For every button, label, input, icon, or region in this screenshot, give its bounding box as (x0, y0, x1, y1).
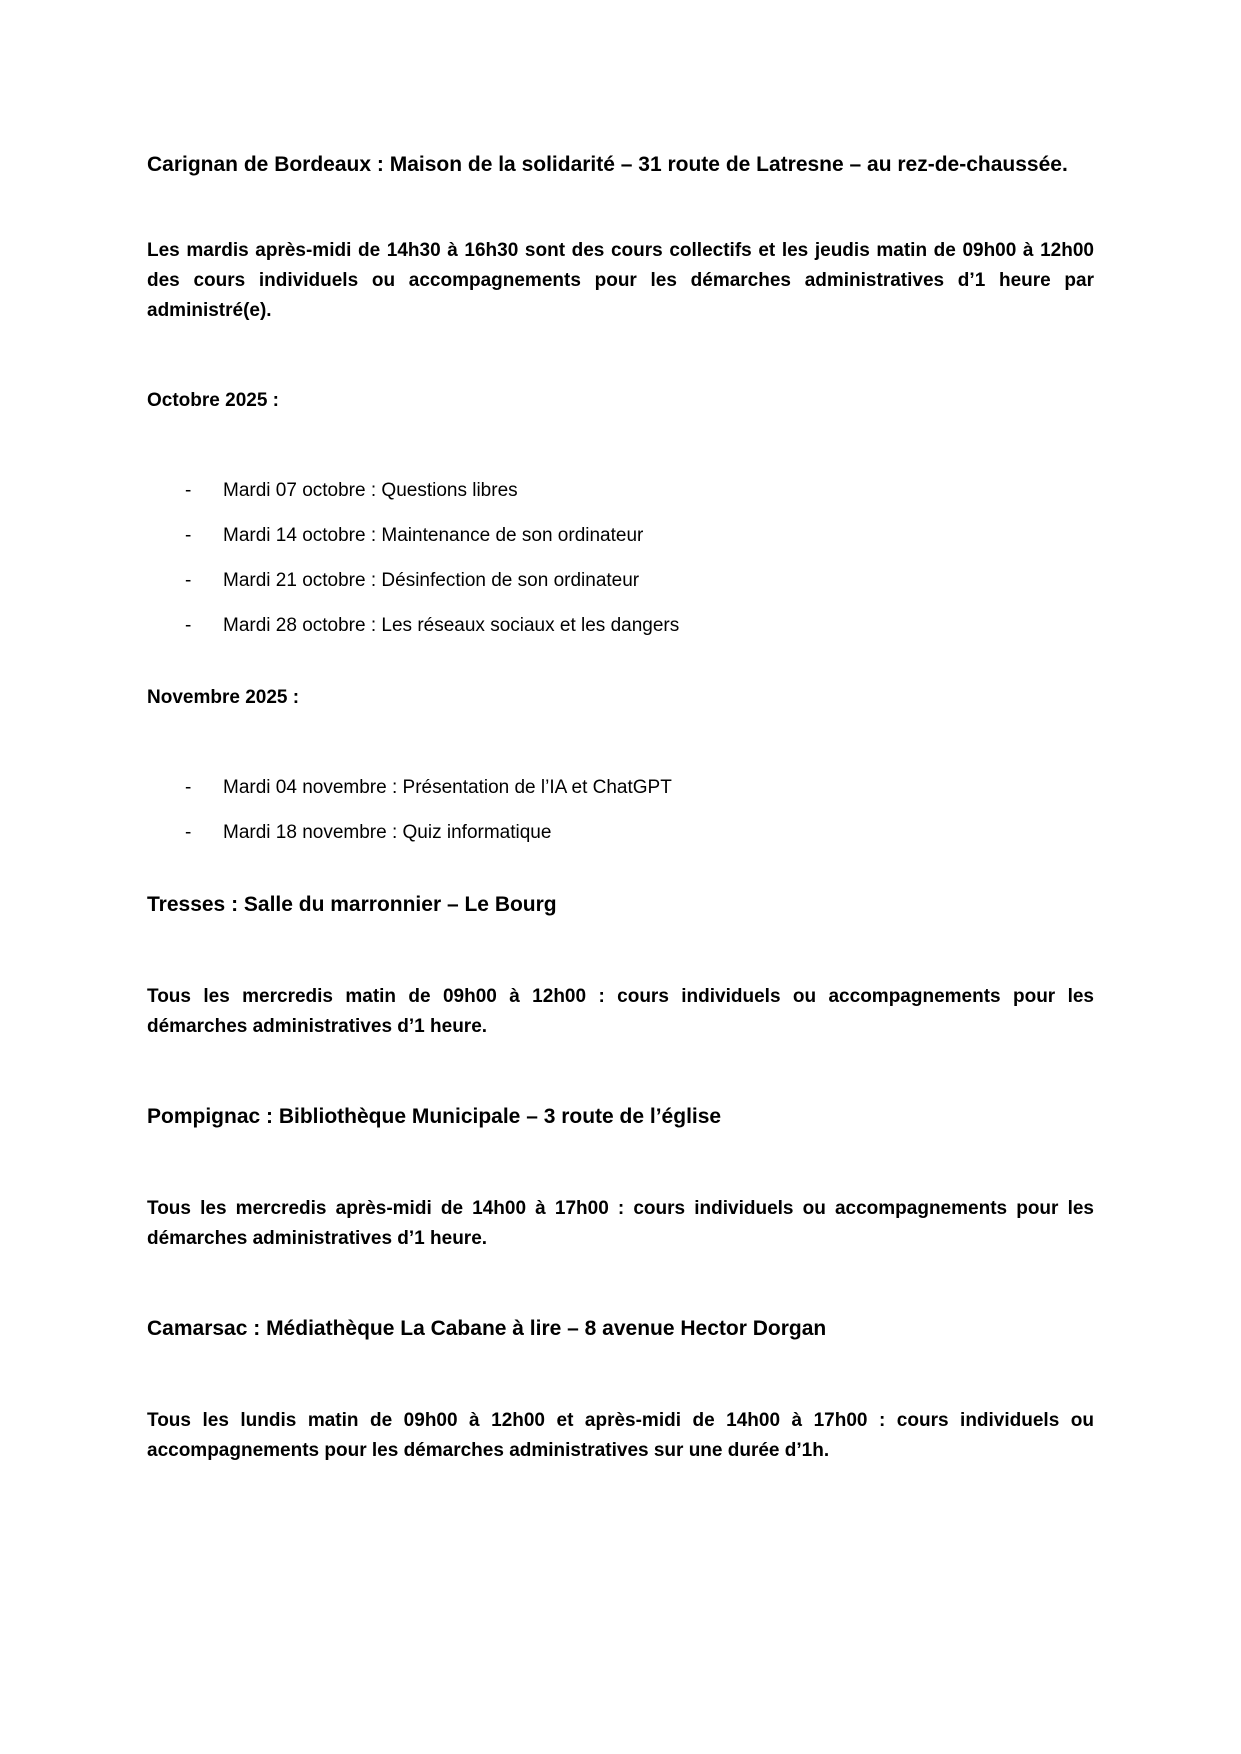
paragraph-tresses: Tous les mercredis matin de 09h00 à 12h00 : cours individuels ou accompagnements pour les démarches administratives d’1 heure. (147, 986, 1094, 1037)
paragraph-carignan-intro: Les mardis après-midi de 14h30 à 16h30 sont des cours collectifs et les jeudis matin de 09h00 à 12h00 des cours individuels ou accompagnements pour les démarches administratives d’1 heure par administré(e). (147, 240, 1094, 321)
list-item-october-4 (147, 613, 1094, 639)
list-dash: - (185, 822, 192, 843)
heading-camarsac: Camarsac : Médiathèque La Cabane à lire – 8 avenue Hector Dorgan (147, 1317, 827, 1340)
list-item-text: Mardi 18 novembre : Quiz informatique (223, 822, 552, 843)
paragraph-pompignac: Tous les mercredis après-midi de 14h00 à 17h00 : cours individuels ou accompagnements pour les démarches administratives d’1 heure. (147, 1198, 1094, 1249)
heading-pompignac: Pompignac : Bibliothèque Municipale – 3 route de l’église (147, 1105, 722, 1128)
list-item-november-2 (147, 820, 1094, 846)
november-list (147, 775, 1094, 846)
october-list (147, 478, 1094, 639)
list-dash: - (185, 777, 192, 798)
list-item-text: Mardi 14 octobre : Maintenance de son ordinateur (223, 525, 644, 546)
list-item-october-1 (147, 478, 1094, 504)
label-octobre-2025: Octobre 2025 : (147, 390, 279, 411)
list-dash: - (185, 615, 192, 636)
list-item-text: Mardi 28 octobre : Les réseaux sociaux et les dangers (223, 615, 680, 636)
list-item-october-2 (147, 523, 1094, 549)
list-dash: - (185, 570, 192, 591)
list-item-text: Mardi 04 novembre : Présentation de l’IA et ChatGPT (223, 777, 672, 798)
list-item-text: Mardi 21 octobre : Désinfection de son ordinateur (223, 570, 640, 591)
heading-carignan: Carignan de Bordeaux : Maison de la solidarité – 31 route de Latresne – au rez-de-chaussée. (147, 153, 1068, 176)
list-dash: - (185, 480, 192, 501)
heading-tresses: Tresses : Salle du marronnier – Le Bourg (147, 893, 557, 916)
list-dash: - (185, 525, 192, 546)
list-item-october-3 (147, 568, 1094, 594)
paragraph-camarsac: Tous les lundis matin de 09h00 à 12h00 et après-midi de 14h00 à 17h00 : cours individuels ou accompagnements pour les démarches administratives sur une durée d’1h. (147, 1410, 1094, 1461)
list-item-november-1 (147, 775, 1094, 801)
list-item-text: Mardi 07 octobre : Questions libres (223, 480, 518, 501)
label-novembre-2025: Novembre 2025 : (147, 687, 300, 708)
